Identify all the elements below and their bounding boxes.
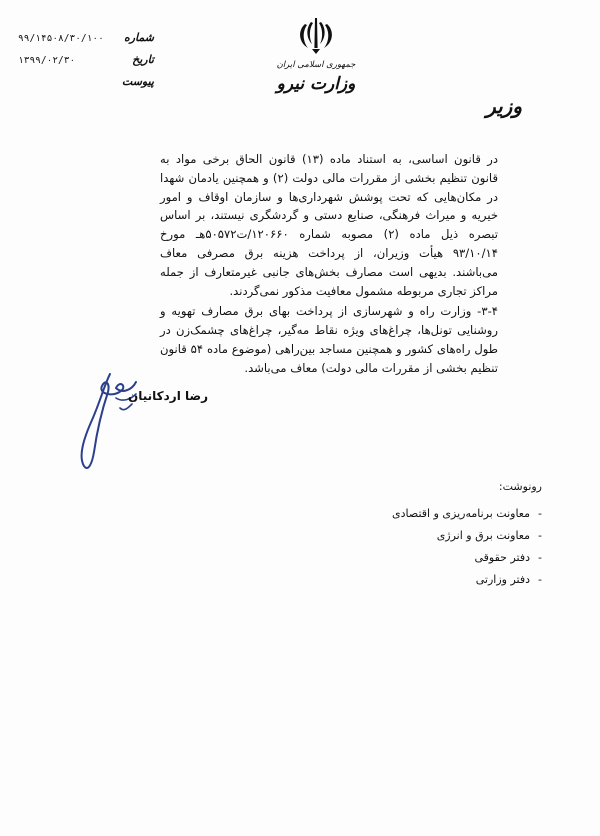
cc-item: -دفتر حقوقی <box>474 551 542 564</box>
letter-meta <box>18 30 168 96</box>
number-label: شماره <box>123 31 154 44</box>
date-label: تاریخ <box>132 53 154 66</box>
meta-date-row <box>18 52 168 74</box>
body-paragraph: در قانون اساسی، به استناد ماده (۱۳) قانون الحاق برخی مواد به قانون تنظیم بخشی از مقررات مالی دولت (۲) و همچنین یادمان شهدا در مکان‌هایی که تحت پوشش شهرداری‌ها و سازمان اوقاف و امور خیریه و میراث فرهنگی، صنایع دستی و گردشگری نیستند، بر اساس تبصره ذیل ماده (۲) مصوبه شماره ۱۲۰۶۶۰/ت۵۰۵۷۲هـ مورخ ۹۳/۱۰/۱۴ هیأت وزیران، از پرداخت هزینه برق مصرفی معاف می‌باشند. بدیهی است مصارف بخش‌های جانبی غیرمتعارف از جمله مراکز تجاری مربوطه مشمول معافیت مذکور نمی‌گردند. <box>160 152 499 298</box>
letter-body <box>160 150 498 378</box>
cc-title: رونوشت: <box>498 480 542 493</box>
meta-attachment-row <box>18 74 168 96</box>
cc-item: -معاونت برق و انرژی <box>436 529 542 542</box>
government-title: جمهوری اسلامی ایران <box>276 60 356 70</box>
letter-date: ۱۳۹۹/۰۲/۳۰ <box>18 55 76 66</box>
cc-list <box>370 480 542 591</box>
minister-title: وزیر <box>486 94 522 118</box>
attachment-label: پیوست <box>121 75 154 88</box>
letter-number: ۹۹/۱۴۵۰۸/۳۰/۱۰۰ <box>18 33 104 44</box>
body-paragraph: ۳-۴- وزارت راه و شهرسازی از پرداخت بهای برق مصارف تهویه و روشنایی تونل‌ها، چراغ‌های ویژه نقاط مه‌گیر، چراغ‌های چشمک‌زن در طول راه‌های کشور و همچنین مساجد بین‌راهی (موضوع ماده ۵۴ قانون تنظیم بخشی از مقررات مالی دولت) معاف می‌باشد. <box>160 304 498 375</box>
iran-emblem-icon <box>294 14 338 58</box>
meta-number-row <box>18 30 168 52</box>
signer-name: رضا اردکانیان <box>127 389 208 403</box>
signature-icon <box>70 368 150 472</box>
cc-item: -دفتر وزارتی <box>475 573 542 586</box>
ministry-title: وزارت نیرو <box>276 74 356 94</box>
cc-item: -معاونت برنامه‌ریزی و اقتصادی <box>392 507 542 520</box>
